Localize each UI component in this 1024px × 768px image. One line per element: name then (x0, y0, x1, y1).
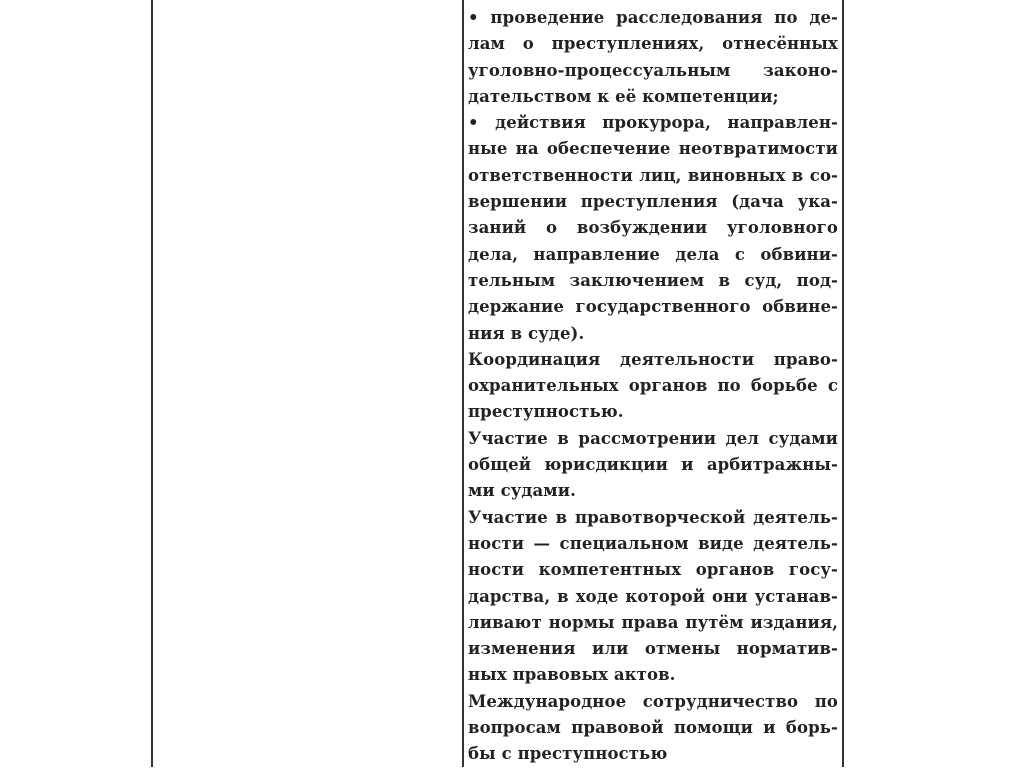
text-line: тельным заключением в суд, под- (468, 270, 838, 290)
text-line: • проведение расследования по де- (468, 8, 838, 27)
table-cell-text (468, 5, 838, 768)
text-line: Международное сотрудничество по (468, 691, 838, 711)
table-border-left (151, 0, 153, 767)
text-line: изменения или отмены норматив- (468, 639, 838, 659)
text-line: лам о преступлениях, отнесённых (468, 34, 838, 54)
text-line: ные на обеспечение неотвратимости (468, 139, 838, 159)
text-line: дательством к её компетенции; (468, 86, 779, 106)
text-line: ливают нормы права путём издания, (468, 612, 838, 632)
text-line: Участие в правотворческой деятель- (468, 507, 838, 527)
text-line: держание государственного обвине- (468, 297, 838, 317)
text-line: ответственности лиц, виновных в со- (468, 165, 838, 185)
table-border-right (842, 0, 844, 767)
text-line: уголовно-процессуальным законо- (468, 60, 838, 80)
text-line: преступностью. (468, 402, 624, 422)
text-line: вопросам правовой помощи и борь- (468, 718, 838, 738)
text-line: Участие в рассмотрении дел судами (468, 428, 838, 448)
text-line: • действия прокурора, направлен- (468, 113, 838, 133)
text-line: вершении преступления (дача ука- (468, 192, 838, 212)
text-line: охранительных органов по борьбе с (468, 376, 838, 396)
text-line: бы с преступностью (468, 744, 668, 764)
text-line: Координация деятельности право- (468, 349, 838, 369)
text-line: ми судами. (468, 481, 576, 501)
text-line: ности компетентных органов госу- (468, 560, 838, 580)
text-line: ности — специальном виде деятель- (468, 533, 838, 553)
text-line: ния в суде). (468, 323, 585, 343)
text-line: дела, направление дела с обвини- (468, 244, 838, 264)
text-line: общей юрисдикции и арбитражны- (468, 455, 838, 475)
text-line: ных правовых актов. (468, 665, 676, 685)
table-border-middle (462, 0, 464, 767)
text-line: дарства, в ходе которой они устанав- (468, 586, 838, 606)
text-line: заний о возбуждении уголовного (468, 218, 838, 238)
